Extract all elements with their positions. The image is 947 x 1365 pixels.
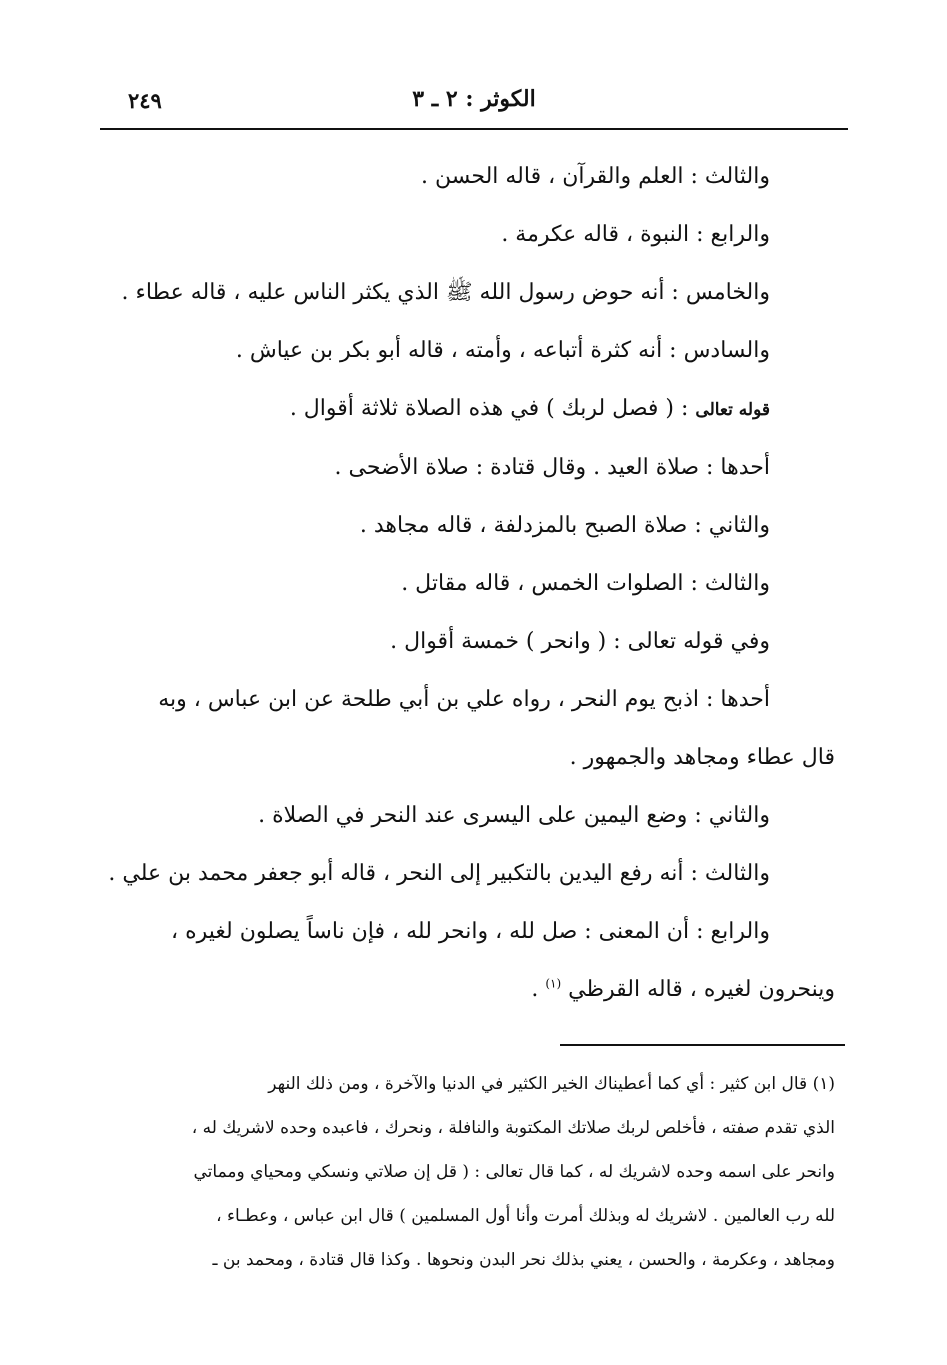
footnote-line: وانحر على اسمه وحده لاشريك له ، كما قال تعالى : ( قل إن صلاتي ونسكي ومحياي ومماتي	[193, 1162, 835, 1182]
sentence-end: .	[531, 977, 539, 1002]
text-line: والخامس : أنه حوض رسول الله ﷺ الذي يكثر الناس عليه ، قاله عطاء .	[121, 280, 770, 305]
main-text	[100, 148, 835, 1019]
text-line: والرابع : النبوة ، قاله عكرمة .	[501, 222, 770, 247]
text-line: قوله تعالى : ( فصل لربك ) في هذه الصلاة ثلاثة أقوال .	[289, 396, 770, 421]
footnote-line: (١) قال ابن كثير : أي كما أعطيناك الخير الكثير في الدنيا والآخرة ، ومن ذلك النهر	[268, 1074, 835, 1094]
text-line-last	[100, 961, 835, 1019]
page-number: ٢٤٩	[128, 88, 162, 113]
text-line: والثالث : أنه رفع اليدين بالتكبير إلى النحر ، قاله أبو جعفر محمد بن علي .	[108, 861, 770, 886]
lead-phrase: قوله تعالى	[695, 400, 770, 420]
text-line: والرابع : أن المعنى : صل لله ، وانحر لله ، فإن ناساً يصلون لغيره ،	[170, 919, 770, 944]
footnote-line: الذي تقدم صفته ، فأخلص لربك صلاتك المكتوبة والنافلة ، ونحرك ، فاعبده وحده لاشريك له ،	[191, 1118, 835, 1138]
footnote-line: لله رب العالمين . لاشريك له وبذلك أمرت وأنا أول المسلمين ) قال ابن عباس ، وعطـاء ،	[216, 1206, 835, 1226]
footnote-marker: (١)	[545, 976, 562, 991]
text-line: والثاني : صلاة الصبح بالمزدلفة ، قاله مجاهد .	[359, 513, 770, 538]
header-rule	[100, 128, 848, 130]
text-line: والثاني : وضع اليمين على اليسرى عند النحر في الصلاة .	[258, 803, 770, 828]
text-line: قال عطاء ومجاهد والجمهور .	[569, 745, 835, 770]
text-line: والسادس : أنه كثرة أتباعه ، وأمته ، قاله أبو بكر بن عياش .	[235, 338, 770, 363]
footnote-rule	[560, 1044, 845, 1046]
header-title: الكوثر : ٢ ـ ٣	[412, 86, 536, 112]
text-line: وينحرون لغيره ، قاله القرظي	[568, 977, 835, 1002]
text-line: أحدها : صلاة العيد . وقال قتادة : صلاة الأضحى .	[334, 455, 770, 480]
footnote	[100, 1062, 835, 1282]
text-line: وفي قوله تعالى : ( وانحر ) خمسة أقوال .	[390, 629, 770, 654]
text-line: والثالث : العلم والقرآن ، قاله الحسن .	[421, 164, 770, 189]
text-line: أحدها : اذبح يوم النحر ، رواه علي بن أبي طلحة عن ابن عباس ، وبه	[158, 687, 770, 712]
footnote-line: ومجاهد ، وعكرمة ، والحسن ، يعني بذلك نحر البدن ونحوها . وكذا قال قتادة ، ومحمد بن ـ	[212, 1250, 835, 1270]
text-line: والثالث : الصلوات الخمس ، قاله مقاتل .	[401, 571, 770, 596]
running-header	[100, 86, 848, 126]
